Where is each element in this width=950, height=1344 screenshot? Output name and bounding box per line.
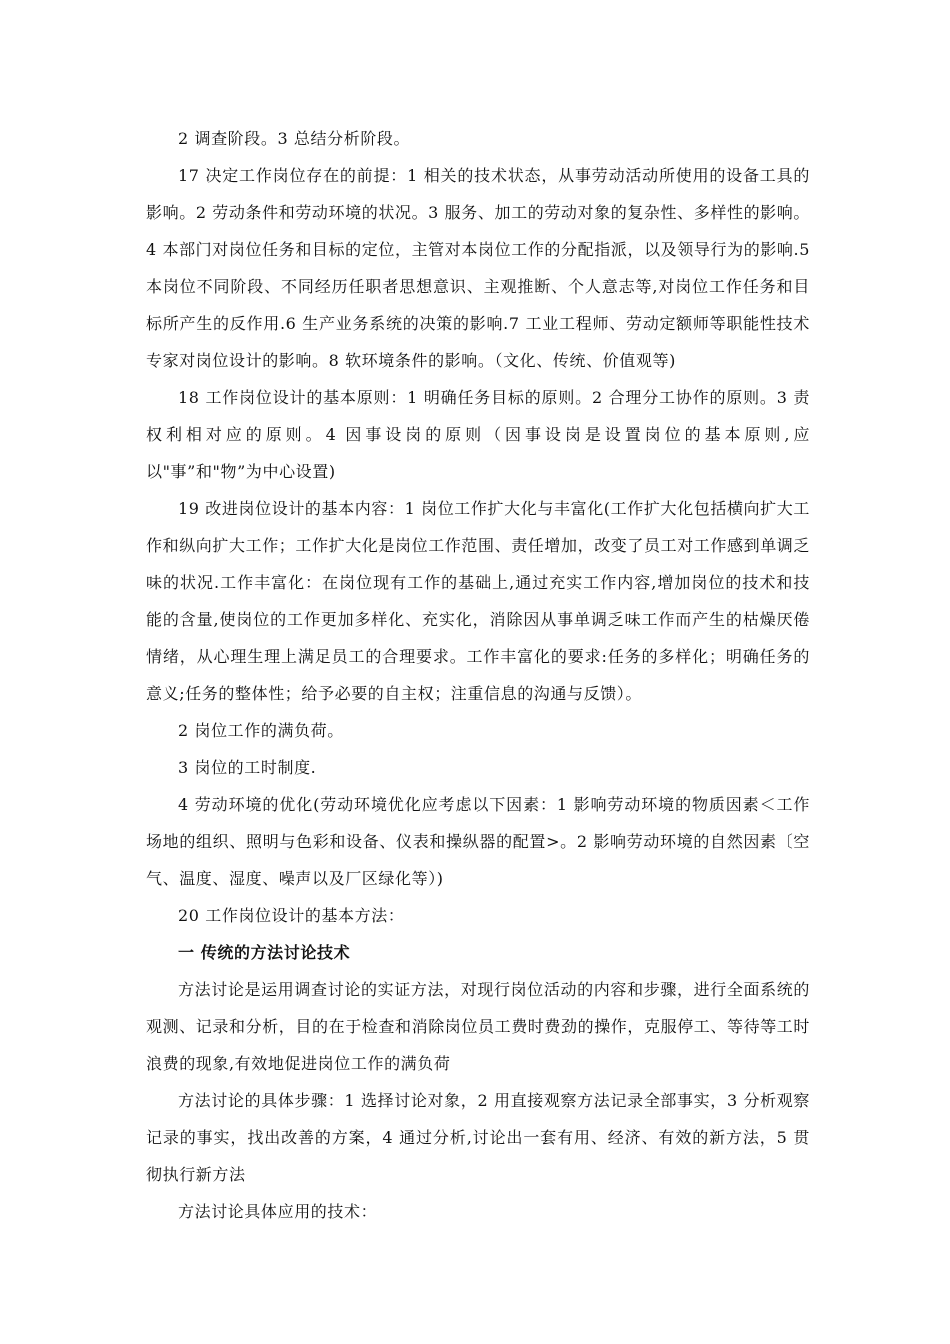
paragraph-item-18: 18 工作岗位设计的基本原则：1 明确任务目标的原则。2 合理分工协作的原则。3 责权利相对应的原则。4 因事设岗的原则（因事设岗是设置岗位的基本原则,应以"事”和"物”为中心设置) (146, 388, 810, 481)
paragraph-method-steps: 方法讨论的具体步骤：1 选择讨论对象，2 用直接观察方法记录全部事实，3 分析观察记录的事实，找出改善的方案，4 通过分析,讨论出一套有用、经济、有效的新方法，5 贯彻执行新方法 (146, 1091, 810, 1184)
paragraph-method-techniques: 方法讨论具体应用的技术： (178, 1202, 378, 1221)
paragraph-item-19: 19 改进岗位设计的基本内容：1 岗位工作扩大化与丰富化(工作扩大化包括横向扩大工作和纵向扩大工作；工作扩大化是岗位工作范围、责任增加，改变了员工对工作感到单调乏味的状况.工作丰富化：在岗位现有工作的基础上,通过充实工作内容,增加岗位的技术和技能的含量,使岗位的工作更加多样化、充实化，消除因从事单调乏味工作而产生的枯燥厌倦情绪，从心理生理上满足员工的合理要求。工作丰富化的要求:任务的多样化；明确任务的意义;任务的整体性；给予必要的自主权；注重信息的沟通与反馈）。 (146, 499, 811, 703)
paragraph-item-17: 17 决定工作岗位存在的前提：1 相关的技术状态，从事劳动活动所使用的设备工具的影响。2 劳动条件和劳动环境的状况。3 服务、加工的劳动对象的复杂性、多样性的影响。4 本部门对岗位任务和目标的定位，主管对本岗位工作的分配指派，以及领导行为的影响.5 本岗位不同阶段、不同经历任职者思想意识、主观推断、个人意志等,对岗位工作任务和目标所产生的反作用.6 生产业务系统的决策的影响.7 工业工程师、劳动定额师等职能性技术专家对岗位设计的影响。8 软环境条件的影响。（文化、传统、价值观等) (146, 166, 810, 370)
paragraph-environment: 4 劳动环境的优化(劳动环境优化应考虑以下因素：1 影响劳动环境的物质因素＜工作场地的组织、照明与色彩和设备、仪表和操纵器的配置>。2 影响劳动环境的自然因素〔空气、温度、湿度、噪声以及厂区绿化等）) (146, 795, 810, 888)
paragraph-working-hours: 3 岗位的工时制度. (178, 758, 317, 777)
paragraph-full-load: 2 岗位工作的满负荷。 (178, 721, 344, 740)
document-body (146, 120, 810, 1230)
paragraph-item-20: 20 工作岗位设计的基本方法： (178, 906, 405, 925)
section-heading: 一 传统的方法讨论技术 (178, 943, 351, 962)
paragraph-survey-stage: 2 调查阶段。3 总结分析阶段。 (178, 129, 411, 148)
paragraph-method-definition: 方法讨论是运用调查讨论的实证方法，对现行岗位活动的内容和步骤，进行全面系统的观测、记录和分析，目的在于检查和消除岗位员工费时费劲的操作，克服停工、等待等工时浪费的现象,有效地促进岗位工作的满负荷 (146, 980, 811, 1073)
